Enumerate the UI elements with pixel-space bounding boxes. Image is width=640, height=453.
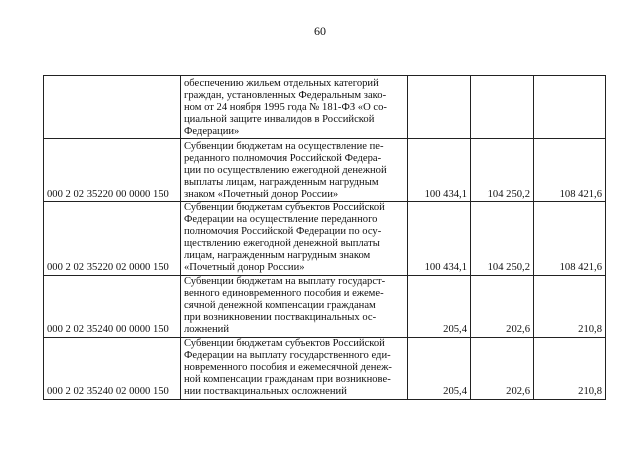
value-cell-year-3: 210,8 bbox=[534, 275, 606, 337]
value-cell-year-2 bbox=[471, 76, 534, 139]
description-cell bbox=[181, 139, 408, 202]
description-cell bbox=[181, 337, 408, 399]
description-text: Субвенции бюджетам на осуществление пе- реданного полномочия Российской Федера- ции по осуществлению ежегодной денежной выплаты лицам, награжденным нагрудным знаком «Почетный донор России» bbox=[184, 140, 387, 200]
value-cell-year-2: 104 250,2 bbox=[471, 139, 534, 202]
table-row bbox=[44, 275, 606, 337]
code-cell: 000 2 02 35240 00 0000 150 bbox=[44, 275, 181, 337]
code-cell: 000 2 02 35220 02 0000 150 bbox=[44, 202, 181, 276]
value-cell-year-2: 202,6 bbox=[471, 275, 534, 337]
description-text: Субвенции бюджетам субъектов Российской Федерации на выплату государственного еди- новременного пособия и ежемесячной денеж- ной компенсации гражданам при возникнове- нии поствакцинальных осложнений bbox=[184, 338, 392, 398]
value-cell-year-3: 108 421,6 bbox=[534, 139, 606, 202]
code-cell: 000 2 02 35240 02 0000 150 bbox=[44, 337, 181, 399]
description-text: Субвенции бюджетам на выплату государст- венного единовременного пособия и ежеме- сячной денежной компенсации гражданам при возникновении поствакцинальных ос- ложнений bbox=[184, 276, 386, 336]
value-cell-year-1: 205,4 bbox=[408, 337, 471, 399]
value-cell-year-3: 108 421,6 bbox=[534, 202, 606, 276]
code-cell bbox=[44, 76, 181, 139]
value-cell-year-2: 104 250,2 bbox=[471, 202, 534, 276]
description-text: Субвенции бюджетам субъектов Российской Федерации на осуществление переданного полномочия Российской Федерации по осу- ществлению ежегодной денежной выплаты лицам, награжденным нагрудным знаком «Почетный донор России» bbox=[184, 202, 385, 274]
description-cell bbox=[181, 202, 408, 276]
table-row bbox=[44, 202, 606, 276]
value-cell-year-3: 210,8 bbox=[534, 337, 606, 399]
table-row bbox=[44, 139, 606, 202]
table-row bbox=[44, 337, 606, 399]
value-cell-year-1: 205,4 bbox=[408, 275, 471, 337]
description-text: обеспечению жильем отдельных категорий граждан, установленных Федеральным зако- ном от 24 ноября 1995 года № 181-ФЗ «О со- циальной защите инвалидов в Российской Федерации» bbox=[184, 77, 387, 137]
description-cell bbox=[181, 76, 408, 139]
value-cell-year-2: 202,6 bbox=[471, 337, 534, 399]
value-cell-year-1: 100 434,1 bbox=[408, 139, 471, 202]
value-cell-year-3 bbox=[534, 76, 606, 139]
value-cell-year-1 bbox=[408, 76, 471, 139]
table-row bbox=[44, 76, 606, 139]
code-cell: 000 2 02 35220 00 0000 150 bbox=[44, 139, 181, 202]
value-cell-year-1: 100 434,1 bbox=[408, 202, 471, 276]
description-cell bbox=[181, 275, 408, 337]
page-number: 60 bbox=[314, 24, 326, 38]
budget-table-body bbox=[44, 76, 606, 400]
budget-table bbox=[43, 75, 606, 400]
